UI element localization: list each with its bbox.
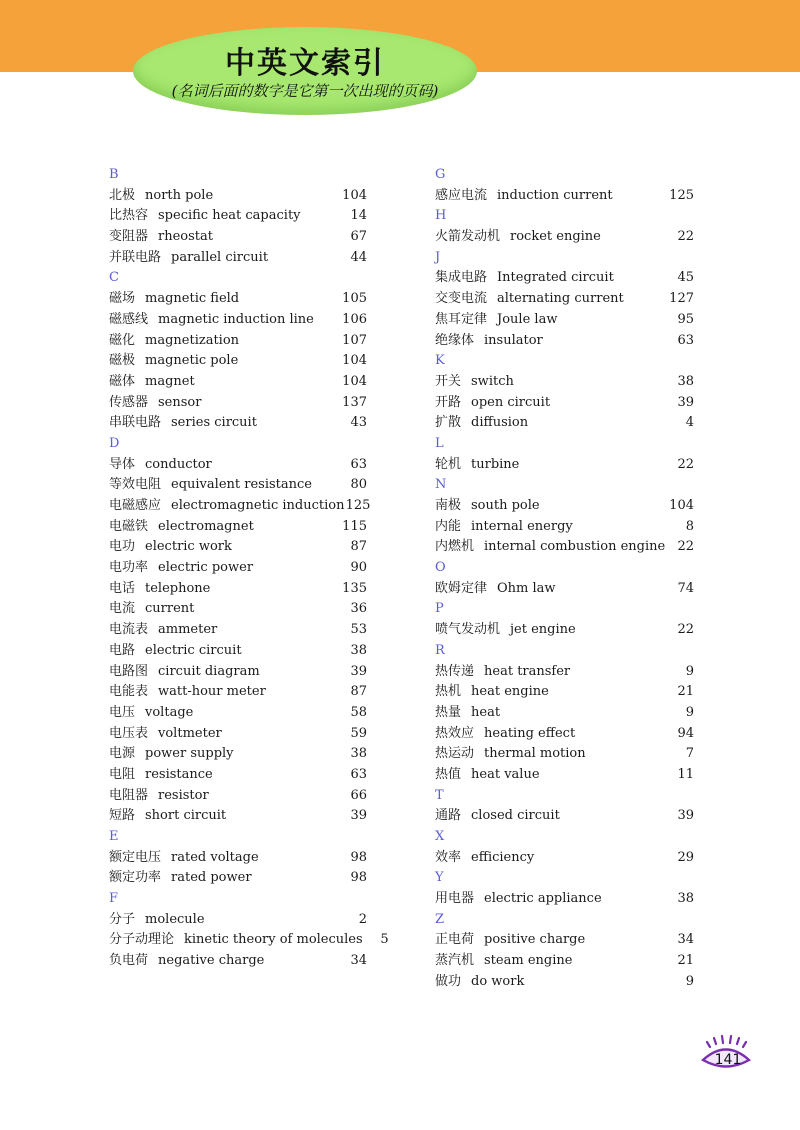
- page-ref: 9: [685, 663, 694, 679]
- page-subtitle: (名词后面的数字是它第一次出现的页码): [171, 82, 439, 100]
- index-entry: [435, 579, 694, 600]
- term-english: circuit diagram: [158, 663, 260, 679]
- page-title: 中英文索引: [225, 46, 385, 81]
- page-ref: 22: [677, 229, 694, 245]
- page-ref: 87: [350, 684, 367, 700]
- index-entry: [435, 951, 694, 972]
- term-english: closed circuit: [471, 808, 560, 824]
- page-ref: 98: [350, 849, 367, 865]
- term-english: open circuit: [471, 394, 551, 410]
- page-ref: 44: [350, 249, 367, 265]
- term-chinese: 比热容: [109, 208, 149, 224]
- page-ref: 104: [342, 187, 367, 203]
- page-ref: 53: [350, 622, 367, 638]
- term-english: voltage: [145, 704, 194, 720]
- page-ref: 9: [685, 973, 694, 989]
- index-letter: H: [435, 208, 447, 224]
- term-chinese: 额定电压: [109, 849, 162, 865]
- term-english: rocket engine: [510, 229, 601, 245]
- index-entry: [435, 724, 694, 745]
- term-chinese: 热效应: [435, 725, 475, 741]
- term-english: equivalent resistance: [171, 477, 312, 493]
- index-entry: [435, 930, 694, 951]
- term-chinese: 扩散: [435, 415, 462, 431]
- page-ref: 36: [350, 601, 367, 617]
- term-english: conductor: [145, 456, 212, 472]
- index-entry: [435, 289, 694, 310]
- term-chinese: 传感器: [109, 394, 149, 410]
- term-english: electromagnet: [158, 518, 254, 534]
- page-ref: 43: [350, 415, 367, 431]
- index-entry: [109, 786, 367, 807]
- term-english: jet engine: [510, 622, 576, 638]
- index-entry: [435, 620, 694, 641]
- term-english: heat transfer: [484, 663, 571, 679]
- term-chinese: 电话: [109, 580, 136, 596]
- index-entry: [109, 868, 367, 889]
- term-english: heat value: [471, 766, 540, 782]
- term-english: kinetic theory of molecules: [184, 932, 363, 948]
- term-english: diffusion: [471, 415, 529, 431]
- index-column-right: [435, 165, 694, 993]
- term-chinese: 串联电路: [109, 415, 162, 431]
- page-ref: 66: [350, 787, 367, 803]
- index-entry: [109, 351, 367, 372]
- page-ref: 39: [677, 394, 694, 410]
- index-entry: [109, 599, 367, 620]
- page-ref: 8: [685, 518, 694, 534]
- page-ref: 125: [669, 187, 694, 203]
- page-ref: 45: [677, 270, 694, 286]
- term-chinese: 电能表: [109, 684, 149, 700]
- page-ref: 22: [677, 456, 694, 472]
- index-entry: [435, 517, 694, 538]
- page-ref: 63: [350, 456, 367, 472]
- term-chinese: 开关: [435, 373, 462, 389]
- index-letter: R: [435, 642, 445, 658]
- term-english: electric appliance: [484, 891, 602, 907]
- term-english: rheostat: [158, 229, 213, 245]
- index-entry: [435, 765, 694, 786]
- index-entry: [109, 455, 367, 476]
- index-entry: [435, 310, 694, 331]
- page-ref: 38: [350, 746, 367, 762]
- index-entry: [109, 848, 367, 869]
- index-entry: [109, 413, 367, 434]
- term-chinese: 做功: [435, 973, 462, 989]
- index-entry: [435, 331, 694, 352]
- term-english: insulator: [484, 332, 543, 348]
- term-chinese: 绝缘体: [435, 332, 475, 348]
- index-entry: [435, 703, 694, 724]
- term-english: ammeter: [158, 622, 218, 638]
- term-english: watt-hour meter: [158, 684, 266, 700]
- index-entry: [109, 206, 367, 227]
- term-chinese: 电源: [109, 746, 136, 762]
- index-entry: [435, 227, 694, 248]
- term-english: telephone: [145, 580, 211, 596]
- index-entry: [435, 806, 694, 827]
- index-entry: [109, 186, 367, 207]
- index-entry: [109, 641, 367, 662]
- term-chinese: 磁感线: [109, 311, 149, 327]
- index-entry: [109, 579, 367, 600]
- page-ref: 38: [677, 891, 694, 907]
- term-chinese: 电阻: [109, 766, 136, 782]
- term-english: sensor: [158, 394, 202, 410]
- term-chinese: 电磁感应: [109, 498, 162, 513]
- term-chinese: 电功: [109, 539, 136, 555]
- index-letter: J: [435, 249, 441, 265]
- page-ref: 95: [677, 311, 694, 327]
- page-ref: 7: [685, 746, 694, 762]
- page-ref: 22: [677, 622, 694, 638]
- index-entry: [109, 930, 389, 951]
- page-ref: 94: [677, 725, 694, 741]
- term-english: resistor: [158, 787, 209, 803]
- term-chinese: 导体: [109, 456, 136, 472]
- page-ref: 90: [350, 560, 367, 576]
- page-ref: 2: [358, 911, 367, 927]
- index-entry: [435, 744, 694, 765]
- page-ref: 63: [350, 766, 367, 782]
- term-english: rated power: [171, 870, 252, 886]
- term-chinese: 热值: [435, 766, 462, 782]
- term-chinese: 开路: [435, 394, 462, 410]
- page-ref: 59: [350, 725, 367, 741]
- term-chinese: 电路: [109, 642, 136, 658]
- term-english: internal combustion engine: [484, 539, 666, 555]
- index-entry: [109, 558, 367, 579]
- term-chinese: 内燃机: [435, 539, 475, 555]
- page-ref: 34: [350, 953, 367, 969]
- index-letter: F: [109, 891, 119, 907]
- term-english: heat: [471, 704, 501, 720]
- page-ref: 58: [350, 704, 367, 720]
- term-english: positive charge: [484, 932, 586, 948]
- term-chinese: 交变电流: [435, 291, 488, 307]
- term-chinese: 焦耳定律: [435, 311, 488, 327]
- page-ref: 38: [677, 373, 694, 389]
- term-chinese: 喷气发动机: [435, 622, 501, 638]
- index-letter: B: [109, 167, 119, 182]
- page-ref: 39: [350, 663, 367, 679]
- page-ref: 98: [350, 870, 367, 886]
- page-ref: 5: [380, 932, 389, 948]
- term-english: alternating current: [497, 291, 624, 307]
- term-chinese: 等效电阻: [109, 477, 162, 493]
- term-chinese: 感应电流: [435, 187, 488, 203]
- term-english: magnetic induction line: [158, 311, 314, 327]
- index-letter: D: [109, 435, 120, 451]
- index-entry: [109, 475, 367, 496]
- page-ref: 106: [342, 311, 367, 327]
- index-entry: [435, 972, 694, 993]
- index-entry: [109, 227, 367, 248]
- term-english: internal energy: [471, 518, 573, 534]
- index-entry: [109, 372, 367, 393]
- index-entry: [435, 496, 694, 517]
- term-english: switch: [471, 373, 514, 389]
- term-chinese: 蒸汽机: [435, 953, 475, 969]
- term-english: voltmeter: [158, 725, 222, 741]
- index-letter: T: [435, 787, 444, 803]
- index-letter: Y: [435, 870, 444, 886]
- term-chinese: 轮机: [435, 456, 462, 472]
- page-ref: 22: [677, 539, 694, 555]
- index-entry: [435, 682, 694, 703]
- term-english: short circuit: [145, 808, 227, 824]
- index-entry: [109, 393, 367, 414]
- page-ref: 39: [350, 808, 367, 824]
- term-english: magnet: [145, 373, 195, 389]
- term-chinese: 磁体: [109, 373, 136, 389]
- term-english: turbine: [471, 456, 520, 472]
- term-chinese: 负电荷: [109, 953, 149, 969]
- index-entry: [435, 455, 694, 476]
- page-number: 141: [714, 1052, 742, 1068]
- index-entry: [435, 537, 694, 558]
- page-ref: 29: [677, 849, 694, 865]
- index-entry: [435, 186, 694, 207]
- term-english: steam engine: [484, 953, 573, 969]
- term-chinese: 效率: [435, 849, 462, 865]
- index-entry: [435, 393, 694, 414]
- page-ref: 80: [350, 477, 367, 493]
- term-chinese: 并联电路: [109, 249, 162, 265]
- term-english: magnetic pole: [145, 353, 239, 369]
- index-entry: [435, 662, 694, 683]
- index-entry: [109, 910, 367, 931]
- page-ref: 38: [350, 642, 367, 658]
- term-english: negative charge: [158, 953, 265, 969]
- page-ref: 4: [685, 415, 694, 431]
- term-english: north pole: [145, 187, 214, 203]
- term-chinese: 电功率: [109, 560, 149, 576]
- index-letter: L: [435, 435, 444, 451]
- index-entry: [435, 889, 694, 910]
- term-chinese: 热机: [435, 684, 462, 700]
- index-entry: [435, 372, 694, 393]
- term-english: magnetization: [145, 332, 240, 348]
- term-english: molecule: [145, 911, 205, 927]
- page-ref: 105: [342, 291, 367, 307]
- page-ref: 104: [342, 353, 367, 369]
- index-entry: [109, 620, 367, 641]
- page-ref: 63: [677, 332, 694, 348]
- index-entry: [109, 331, 367, 352]
- term-english: series circuit: [171, 415, 257, 431]
- term-chinese: 电磁铁: [109, 518, 149, 534]
- term-english: Ohm law: [497, 580, 556, 596]
- term-chinese: 通路: [435, 808, 462, 824]
- term-chinese: 磁场: [109, 291, 136, 307]
- page-ref: 135: [342, 580, 367, 596]
- term-english: induction current: [497, 187, 613, 203]
- term-chinese: 电压表: [109, 725, 149, 741]
- term-chinese: 火箭发动机: [435, 229, 501, 245]
- term-chinese: 南极: [435, 498, 462, 513]
- term-english: magnetic field: [145, 291, 240, 307]
- term-chinese: 分子: [109, 911, 136, 927]
- index-letter: X: [435, 829, 445, 844]
- term-english: rated voltage: [171, 849, 259, 865]
- index-entry: [109, 682, 367, 703]
- index-entry: [435, 268, 694, 289]
- index-entry: [109, 744, 367, 765]
- term-english: south pole: [471, 498, 540, 513]
- term-english: electromagnetic induction: [171, 498, 345, 513]
- index-entry: [109, 248, 367, 269]
- index-entry: [435, 413, 694, 434]
- term-chinese: 用电器: [435, 891, 475, 907]
- index-entry: [109, 537, 367, 558]
- index-entry: [109, 724, 367, 745]
- term-english: current: [145, 601, 195, 617]
- page-ref: 127: [669, 291, 694, 307]
- term-english: Joule law: [497, 311, 558, 327]
- index-entry: [109, 289, 367, 310]
- term-chinese: 变阻器: [109, 229, 149, 245]
- page-ref: 107: [342, 332, 367, 348]
- page-ref: 125: [345, 498, 371, 513]
- term-chinese: 电流: [109, 601, 136, 617]
- term-chinese: 磁化: [109, 332, 136, 348]
- term-chinese: 电压: [109, 704, 136, 720]
- term-chinese: 额定功率: [109, 870, 162, 886]
- term-english: electric work: [145, 539, 232, 555]
- index-entry: [109, 806, 367, 827]
- term-chinese: 电流表: [109, 622, 149, 638]
- index-letter: K: [435, 353, 445, 369]
- index-entry: [109, 310, 367, 331]
- term-chinese: 热量: [435, 704, 462, 720]
- term-chinese: 短路: [109, 808, 136, 824]
- term-english: resistance: [145, 766, 213, 782]
- term-english: thermal motion: [484, 746, 586, 762]
- term-chinese: 热传递: [435, 663, 475, 679]
- page-ref: 115: [342, 518, 367, 534]
- term-chinese: 欧姆定律: [435, 580, 488, 596]
- page-ref: 104: [342, 373, 367, 389]
- term-english: parallel circuit: [171, 249, 269, 265]
- index-entry: [109, 765, 367, 786]
- term-english: do work: [471, 973, 525, 989]
- term-english: heat engine: [471, 684, 549, 700]
- index-entry: [109, 703, 367, 724]
- index-letter: Z: [435, 911, 445, 927]
- page-ref: 104: [669, 498, 694, 513]
- index-letter: C: [109, 270, 119, 286]
- index-entry: [109, 951, 367, 972]
- term-chinese: 内能: [435, 518, 462, 534]
- index-entry: [109, 517, 367, 538]
- term-english: power supply: [145, 746, 234, 762]
- term-chinese: 热运动: [435, 746, 475, 762]
- term-english: Integrated circuit: [497, 270, 614, 286]
- term-english: specific heat capacity: [158, 208, 301, 224]
- page-ref: 11: [677, 766, 694, 782]
- term-chinese: 电阻器: [109, 787, 149, 803]
- page-ref: 21: [677, 684, 694, 700]
- term-english: electric circuit: [145, 642, 242, 658]
- page-ref: 14: [350, 208, 367, 224]
- term-english: electric power: [158, 560, 254, 576]
- index-letter: N: [435, 477, 447, 493]
- page-ref: 74: [677, 580, 694, 596]
- index-column-left: [109, 165, 389, 972]
- page-ref: 21: [677, 953, 694, 969]
- index-letter: O: [435, 560, 446, 576]
- term-english: heating effect: [484, 725, 576, 741]
- index-letter: E: [109, 829, 119, 844]
- index-letter: G: [435, 167, 446, 182]
- term-chinese: 磁极: [109, 353, 136, 369]
- page-ref: 9: [685, 704, 694, 720]
- page-ref: 87: [350, 539, 367, 555]
- term-chinese: 北极: [109, 187, 136, 203]
- term-chinese: 集成电路: [435, 270, 488, 286]
- term-chinese: 正电荷: [435, 932, 475, 948]
- index-letter: P: [435, 601, 444, 617]
- index-entry: [435, 848, 694, 869]
- index-entry: [109, 496, 371, 517]
- index-entry: [109, 662, 367, 683]
- page-ref: 34: [677, 932, 694, 948]
- term-chinese: 分子动理论: [109, 932, 175, 948]
- page-ref: 39: [677, 808, 694, 824]
- term-chinese: 电路图: [109, 663, 149, 679]
- page-ref: 67: [350, 229, 367, 245]
- term-english: efficiency: [471, 849, 535, 865]
- page-ref: 137: [342, 394, 367, 410]
